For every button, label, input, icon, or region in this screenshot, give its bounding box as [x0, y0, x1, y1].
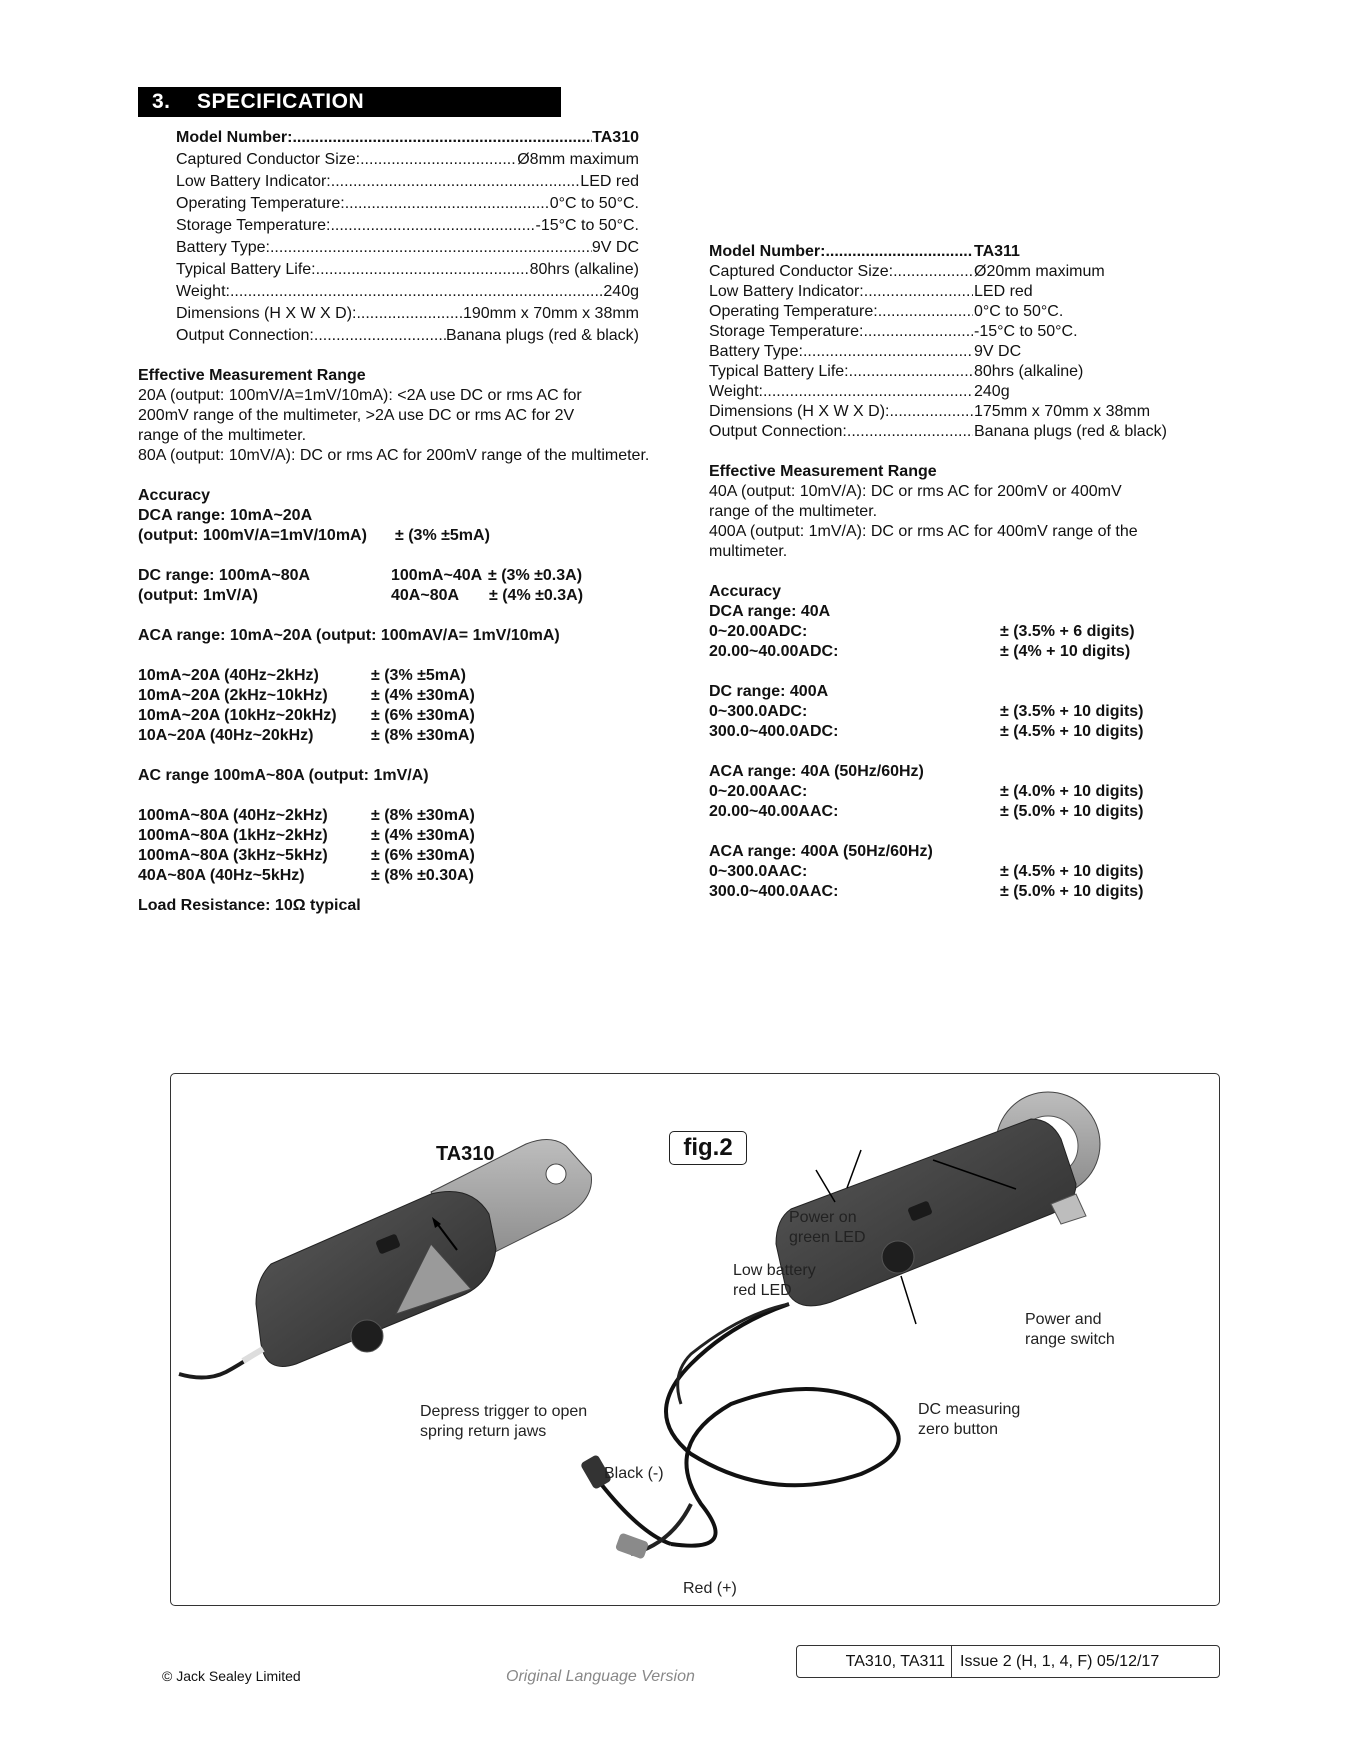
spec-leader	[864, 282, 973, 302]
spec-value: Ø8mm maximum	[517, 151, 639, 168]
spec-label: Captured Conductor Size:	[709, 263, 894, 280]
spec-leader	[345, 194, 550, 214]
spec-leader	[331, 172, 581, 192]
emr-heading: Effective Measurement Range	[709, 463, 937, 480]
ac-label: 100mA~80A (1kHz~2kHz)	[138, 827, 328, 844]
spec-value: 80hrs (alkaline)	[529, 261, 639, 278]
footer-issue-box	[796, 1645, 1220, 1678]
spec-label: Storage Temperature:	[176, 217, 331, 234]
load-resistance: Load Resistance: 10Ω typical	[138, 897, 361, 914]
emr-line: 200mV range of the multimeter, >2A use DC or rms AC for 2V	[138, 407, 575, 424]
spec-row-wrap	[709, 282, 973, 302]
ta310-device	[179, 1139, 592, 1377]
accuracy-label: 300.0~400.0AAC:	[709, 883, 839, 900]
spec-value: 9V DC	[974, 343, 1022, 360]
spec-leader	[849, 362, 973, 382]
spec-leader	[763, 382, 973, 402]
spec-label: Model Number:	[709, 243, 826, 260]
spec-value: TA310	[592, 129, 639, 146]
spec-label: Weight:	[176, 283, 230, 300]
spec-value: 240g	[974, 383, 1010, 400]
spec-row	[176, 216, 639, 236]
aca-value: ± (3% ±5mA)	[371, 667, 466, 684]
accuracy-value: ± (3.5% + 10 digits)	[1000, 703, 1144, 720]
dc-value: ± (4% ±0.3A)	[489, 587, 584, 604]
spec-row-wrap	[709, 322, 973, 342]
aca-heading: ACA range: 10mA~20A (output: 100mAV/A= 1mV/10mA)	[138, 627, 560, 644]
dca-label: (output: 100mV/A=1mV/10mA)	[138, 527, 367, 544]
accuracy-value: ± (5.0% + 10 digits)	[1000, 803, 1144, 820]
spec-label: Storage Temperature:	[709, 323, 864, 340]
spec-leader	[360, 150, 517, 170]
spec-row	[176, 238, 639, 258]
spec-leader	[893, 262, 973, 282]
spec-row	[176, 172, 639, 192]
spec-row-wrap	[709, 382, 973, 402]
spec-row-wrap	[709, 422, 973, 442]
callout-red-lead: Red (+)	[683, 1580, 737, 1597]
emr-heading: Effective Measurement Range	[138, 367, 366, 384]
spec-label: Battery Type:	[176, 239, 270, 256]
emr-line: 80A (output: 10mV/A): DC or rms AC for 200mV range of the multimeter.	[138, 447, 650, 464]
ta311-device	[776, 1092, 1100, 1306]
accuracy-label: 20.00~40.00ADC:	[709, 643, 839, 660]
spec-leader	[314, 326, 446, 346]
spec-leader	[889, 402, 973, 422]
aca-label: 10mA~20A (10kHz~20kHz)	[138, 707, 337, 724]
accuracy-value: ± (4.5% + 10 digits)	[1000, 723, 1144, 740]
spec-leader	[825, 242, 973, 262]
footer-copyright: © Jack Sealey Limited	[162, 1668, 301, 1684]
accuracy-group-heading: ACA range: 400A (50Hz/60Hz)	[709, 843, 933, 860]
spec-value: LED red	[580, 173, 639, 190]
footer-issue: Issue 2 (H, 1, 4, F) 05/12/17	[960, 1653, 1160, 1670]
accuracy-value: ± (4.5% + 10 digits)	[1000, 863, 1144, 880]
accuracy-value: ± (5.0% + 10 digits)	[1000, 883, 1144, 900]
footer-models: TA310, TA311	[797, 1646, 952, 1677]
spec-label: Operating Temperature:	[709, 303, 878, 320]
spec-row	[176, 304, 639, 324]
callout-power-range-switch: Power and range switch	[1025, 1311, 1115, 1348]
callout-trigger: Depress trigger to open spring return jaws	[420, 1403, 588, 1440]
spec-leader	[330, 216, 535, 236]
dc-value: ± (3% ±0.3A)	[488, 567, 583, 584]
spec-leader	[316, 260, 530, 280]
section-number: 3.	[152, 90, 171, 113]
accuracy-label: 0~300.0AAC:	[709, 863, 808, 880]
ac-value: ± (8% ±0.30A)	[371, 867, 474, 884]
spec-label: Output Connection:	[709, 423, 847, 440]
spec-row	[176, 282, 639, 302]
spec-value: LED red	[974, 283, 1033, 300]
spec-row	[176, 128, 639, 148]
ac-value: ± (6% ±30mA)	[371, 847, 475, 864]
callout-black-lead: Black (-)	[604, 1465, 664, 1482]
spec-row	[176, 194, 639, 214]
accuracy-group-heading: ACA range: 40A (50Hz/60Hz)	[709, 763, 924, 780]
spec-label: Typical Battery Life:	[176, 261, 316, 278]
spec-row	[176, 260, 639, 280]
dca-heading: DCA range: 10mA~20A	[138, 507, 313, 524]
spec-value: 0°C to 50°C.	[974, 303, 1064, 320]
accuracy-value: ± (4.0% + 10 digits)	[1000, 783, 1144, 800]
spec-value: Ø20mm maximum	[974, 263, 1105, 280]
spec-leader	[803, 342, 973, 362]
callout-low-battery: Low battery red LED	[733, 1262, 816, 1299]
accuracy-value: ± (3.5% + 6 digits)	[1000, 623, 1135, 640]
emr-line: multimeter.	[709, 543, 788, 560]
spec-label: Typical Battery Life:	[709, 363, 849, 380]
spec-label: Dimensions (H X W X D):	[176, 305, 357, 322]
figure-label: fig.2	[669, 1131, 747, 1165]
accuracy-group-heading: DCA range: 40A	[709, 603, 831, 620]
dc-range: 40A~80A	[391, 587, 460, 604]
spec-value: 80hrs (alkaline)	[974, 363, 1084, 380]
aca-label: 10A~20A (40Hz~20kHz)	[138, 727, 314, 744]
spec-value: 175mm x 70mm x 38mm	[974, 403, 1151, 420]
accuracy-heading: Accuracy	[709, 583, 782, 600]
accuracy-label: 20.00~40.00AAC:	[709, 803, 839, 820]
accuracy-label: 300.0~400.0ADC:	[709, 723, 839, 740]
ac-label: 100mA~80A (3kHz~5kHz)	[138, 847, 328, 864]
spec-value: Banana plugs (red & black)	[446, 327, 639, 344]
section-title: SPECIFICATION	[197, 90, 365, 113]
dca-value: ± (3% ±5mA)	[395, 527, 490, 544]
ac-label: 40A~80A (40Hz~5kHz)	[138, 867, 305, 884]
footer-language: Original Language Version	[506, 1668, 695, 1685]
spec-row-wrap	[709, 402, 973, 422]
spec-row-wrap	[709, 242, 973, 262]
spec-value: -15°C to 50°C.	[974, 323, 1078, 340]
spec-row-wrap	[709, 342, 973, 362]
figure-title-ta310: TA310	[436, 1143, 495, 1165]
spec-leader	[356, 304, 462, 324]
spec-leader	[863, 322, 973, 342]
spec-row	[176, 326, 639, 346]
spec-value: TA311	[974, 243, 1020, 260]
spec-leader	[847, 422, 973, 442]
spec-label: Operating Temperature:	[176, 195, 345, 212]
spec-row-wrap	[709, 362, 973, 382]
spec-value: 9V DC	[591, 239, 639, 256]
callout-power-on: Power on green LED	[789, 1209, 866, 1246]
accuracy-heading: Accuracy	[138, 487, 211, 504]
emr-line: 40A (output: 10mV/A): DC or rms AC for 200mV or 400mV	[709, 483, 1122, 500]
spec-value: Banana plugs (red & black)	[974, 423, 1167, 440]
spec-label: Weight:	[709, 383, 763, 400]
callout-dc-zero-button: DC measuring zero button	[918, 1401, 1021, 1438]
spec-row-wrap	[709, 262, 973, 282]
spec-value: -15°C to 50°C.	[535, 217, 639, 234]
aca-label: 10mA~20A (2kHz~10kHz)	[138, 687, 328, 704]
emr-line: range of the multimeter.	[138, 427, 307, 444]
ac-label: 100mA~80A (40Hz~2kHz)	[138, 807, 328, 824]
dc-label: (output: 1mV/A)	[138, 587, 258, 604]
spec-label: Output Connection:	[176, 327, 314, 344]
ac-value: ± (4% ±30mA)	[371, 827, 475, 844]
spec-label: Low Battery Indicator:	[176, 173, 331, 190]
ac-value: ± (8% ±30mA)	[371, 807, 475, 824]
accuracy-label: 0~300.0ADC:	[709, 703, 808, 720]
spec-label: Battery Type:	[709, 343, 803, 360]
spec-leader	[292, 128, 592, 148]
accuracy-group-heading: DC range: 400A	[709, 683, 829, 700]
spec-label: Captured Conductor Size:	[176, 151, 361, 168]
aca-value: ± (4% ±30mA)	[371, 687, 475, 704]
spec-row	[176, 150, 639, 170]
aca-value: ± (8% ±30mA)	[371, 727, 475, 744]
spec-label: Dimensions (H X W X D):	[709, 403, 890, 420]
emr-line: 20A (output: 100mV/A=1mV/10mA): <2A use DC or rms AC for	[138, 387, 582, 404]
spec-label: Model Number:	[176, 129, 293, 146]
spec-leader	[878, 302, 973, 322]
spec-leader	[270, 238, 592, 258]
spec-value: 240g	[603, 283, 639, 300]
section-header	[138, 87, 561, 117]
dc-label: DC range: 100mA~80A	[138, 567, 311, 584]
ac-heading: AC range 100mA~80A (output: 1mV/A)	[138, 767, 429, 784]
accuracy-label: 0~20.00ADC:	[709, 623, 808, 640]
aca-label: 10mA~20A (40Hz~2kHz)	[138, 667, 319, 684]
test-leads	[580, 1304, 899, 1560]
emr-line: 400A (output: 1mV/A): DC or rms AC for 400mV range of the	[709, 523, 1138, 540]
spec-value: 190mm x 70mm x 38mm	[462, 305, 639, 322]
spec-label: Low Battery Indicator:	[709, 283, 864, 300]
spec-value: 0°C to 50°C.	[549, 195, 639, 212]
spec-leader	[230, 282, 603, 302]
dc-range: 100mA~40A	[391, 567, 483, 584]
aca-value: ± (6% ±30mA)	[371, 707, 475, 724]
accuracy-value: ± (4% + 10 digits)	[1000, 643, 1131, 660]
emr-line: range of the multimeter.	[709, 503, 878, 520]
spec-row-wrap	[709, 302, 973, 322]
accuracy-label: 0~20.00AAC:	[709, 783, 808, 800]
